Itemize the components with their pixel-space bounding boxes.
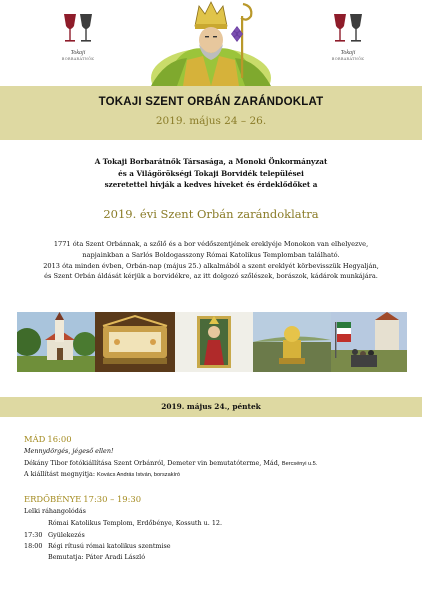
invitation-line: szeretettel hívják a kedves híveket és érdeklődőket a [104, 180, 318, 189]
mad-exhibit-text: Dékány Tibor fotókiállítása Szent Orbánról, Demeter vin bemutatóterme, Mád, [24, 459, 280, 467]
time-1-text: Gyülekezés [48, 531, 85, 539]
date-band-text: 2019. május 24., péntek [161, 402, 261, 411]
pilgrimage-heading: 2019. évi Szent Orbán zarándoklatra [103, 207, 319, 221]
reliquary-photo [95, 312, 175, 372]
event-title: TOKAJI SZENT ORBÁN ZARÁNDOKLAT [98, 96, 324, 108]
intro-line: napjainkban a Sarlós Boldogasszony Római Katolikus Templomban található. [82, 250, 340, 259]
invitation-line: A Tokaji Borbarátnők Társasága, a Monoki Önkormányzat [94, 157, 328, 166]
intro-line: 2013 óta minden évben, Orbán-nap (május 25.) alkalmából a szent ereklyét körbevisszük Hegyalján, [43, 261, 379, 270]
time-1: 17:30 [24, 531, 43, 539]
erdobenye-line1: Lelki ráhangolódás [24, 507, 86, 515]
intro-paragraph [0, 239, 422, 282]
title-banner [0, 86, 422, 140]
erdobenye-time: 17:30 – 19:30 [83, 494, 142, 504]
logo-brand-text: Tokaji [340, 50, 356, 56]
tokaji-logo-left [56, 12, 100, 68]
intro-line: és Szent Orbán áldását kérjük a borvidékre, az itt dolgozó szőlészek, borászok, kádárok munkájára. [44, 272, 378, 281]
procession-photo [331, 312, 407, 372]
presenter: Bemutatja: Páter Aradi László [48, 553, 146, 561]
erdobenye-place: ERDŐBÉNYE [24, 494, 82, 504]
mad-greeting: Mennydörgés, jégeső ellen! [24, 447, 114, 455]
wine-glasses-icon [56, 12, 100, 52]
tokaji-logo-right [326, 12, 370, 68]
mad-time: 16:00 [47, 434, 72, 444]
logo-sub-text: BORBARÁTNŐK [331, 57, 365, 61]
mad-opener-name: Kovács András István, borszakíró [97, 472, 181, 478]
time-2-text: Régi rítusú római katolikus szentmise [48, 542, 171, 550]
date-band [0, 397, 422, 417]
saint-painting-photo [175, 312, 253, 372]
saint-orban-illustration [147, 0, 275, 86]
logo-brand-text: Tokaji [70, 50, 86, 56]
mad-exhibit-address: Bercsényi u.5. [281, 461, 318, 467]
event-dates: 2019. május 24 – 26. [155, 115, 267, 127]
erdobenye-line2: Római Katolikus Templom, Erdőbénye, Kossuth u. 12. [48, 519, 222, 527]
wine-glasses-icon [326, 12, 370, 52]
golden-reliquary-photo [253, 312, 331, 372]
church-photo [17, 312, 95, 372]
invitation-text [0, 156, 422, 191]
logo-sub-text: BORBARÁTNŐK [61, 57, 95, 61]
intro-line: 1771 óta Szent Orbánnak, a szőlő és a bor védőszentjének ereklyéje Monokon van elhelyezve, [53, 240, 369, 248]
mad-place: MÁD [24, 434, 46, 444]
invitation-line: és a Világörökségi Tokaji Borvidék települései [118, 168, 304, 178]
time-2: 18:00 [24, 542, 43, 550]
photo-strip [17, 312, 407, 372]
mad-opener-label: A kiállítást megnyitja: [24, 470, 95, 478]
